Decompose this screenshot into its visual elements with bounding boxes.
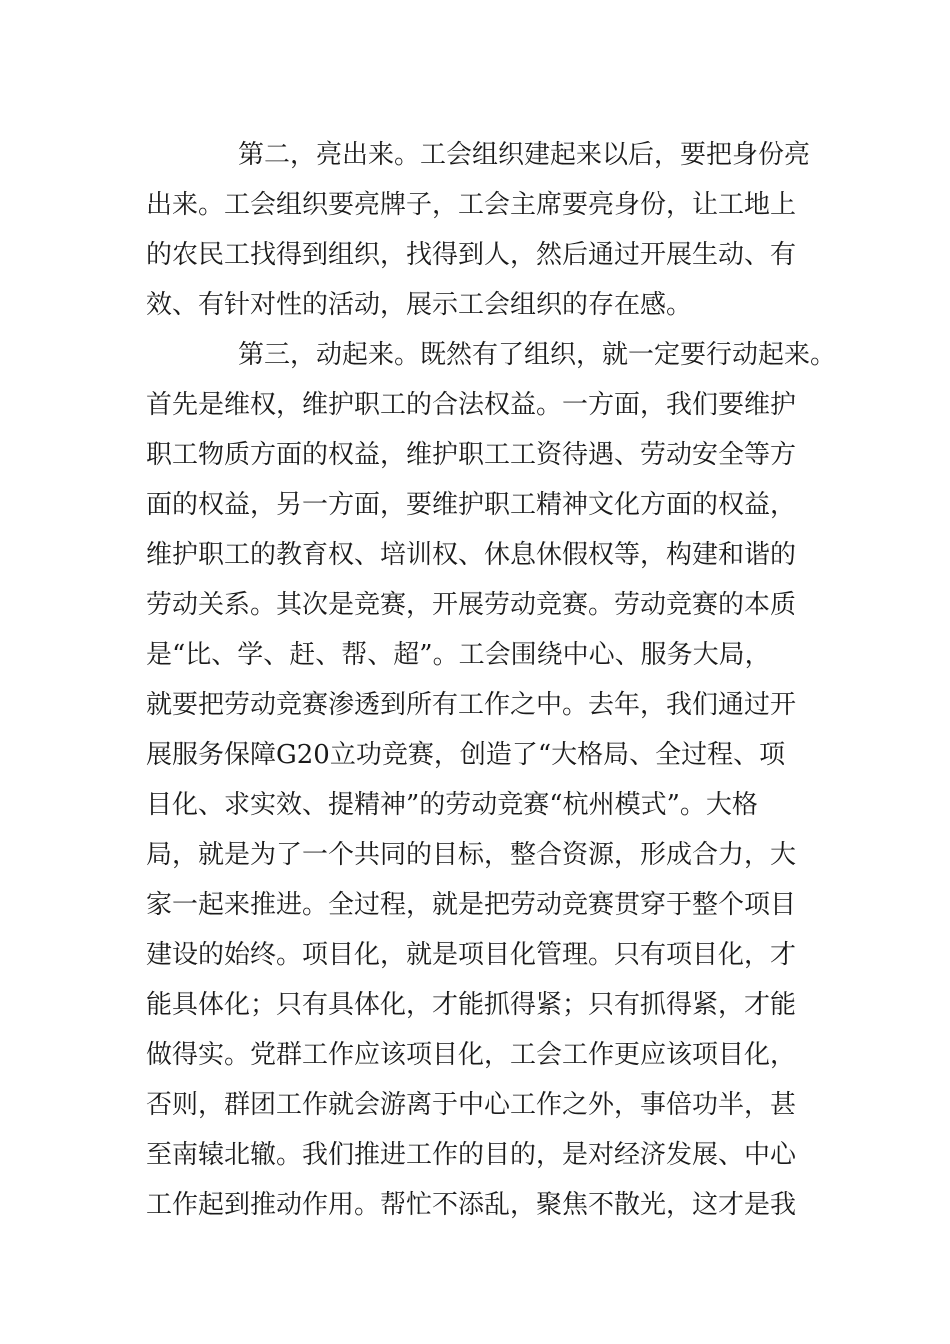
paragraph-3-line-16: 否则，群团工作就会游离于中心工作之外，事倍功半，甚: [146, 1090, 797, 1120]
paragraph-3-line-6: 劳动关系。其次是竞赛，开展劳动竞赛。劳动竞赛的本质: [146, 590, 797, 620]
paragraph-3-line-17: 至南辕北辙。我们推进工作的目的，是对经济发展、中心: [146, 1140, 797, 1170]
paragraph-3-line-3: 职工物质方面的权益，维护职工工资待遇、劳动安全等方: [146, 440, 797, 470]
paragraph-3-line-9: 展服务保障G20立功竞赛，创造了“大格局、全过程、项: [146, 740, 786, 770]
paragraph-2-line-2: 出来。工会组织要亮牌子，工会主席要亮身份，让工地上: [146, 190, 797, 220]
body-text: [146, 130, 837, 1230]
paragraph-3-line-10: 目化、求实效、提精神”的劳动竞赛“杭州模式”。大格: [146, 790, 758, 820]
paragraph-3-line-1: 第三，动起来。既然有了组织，就一定要行动起来。: [238, 340, 837, 370]
paragraph-3-line-2: 首先是维权，维护职工的合法权益。一方面，我们要维护: [146, 390, 797, 420]
paragraph-2-line-3: 的农民工找得到组织，找得到人，然后通过开展生动、有: [146, 240, 797, 270]
paragraph-2-line-1: 第二，亮出来。工会组织建起来以后，要把身份亮: [238, 140, 811, 170]
paragraph-3-line-8: 就要把劳动竞赛渗透到所有工作之中。去年，我们通过开: [146, 690, 797, 720]
paragraph-3-line-14: 能具体化；只有具体化，才能抓得紧；只有抓得紧，才能: [146, 990, 797, 1020]
paragraph-3-line-5: 维护职工的教育权、培训权、休息休假权等，构建和谐的: [146, 540, 797, 570]
paragraph-3-line-12: 家一起来推进。全过程，就是把劳动竞赛贯穿于整个项目: [146, 890, 797, 920]
paragraph-3-line-11: 局，就是为了一个共同的目标，整合资源，形成合力，大: [146, 840, 797, 870]
paragraph-3-line-13: 建设的始终。项目化，就是项目化管理。只有项目化，才: [146, 940, 797, 970]
paragraph-3-line-4: 面的权益，另一方面，要维护职工精神文化方面的权益，: [146, 490, 797, 520]
paragraph-2-line-4: 效、有针对性的活动，展示工会组织的存在感。: [146, 290, 693, 320]
paragraph-3-line-18: 工作起到推动作用。帮忙不添乱，聚焦不散光，这才是我: [146, 1190, 797, 1220]
paragraph-3-line-7: 是“比、学、赶、帮、超”。工会围绕中心、服务大局，: [146, 640, 771, 670]
paragraph-3-line-15: 做得实。党群工作应该项目化，工会工作更应该项目化，: [146, 1040, 797, 1070]
